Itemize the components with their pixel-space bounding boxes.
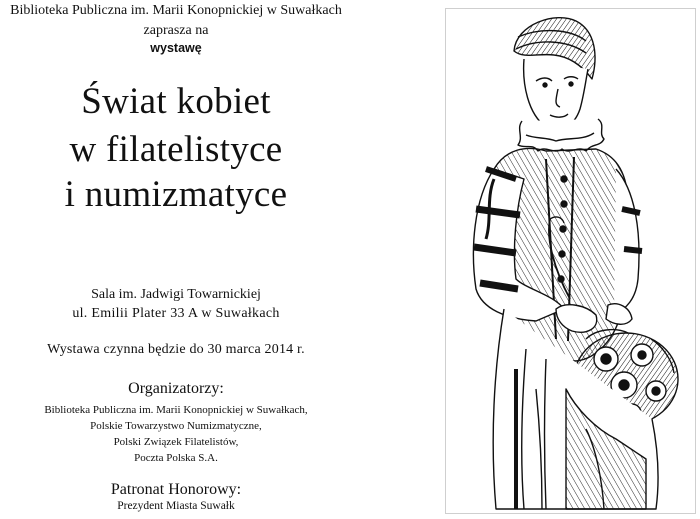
invites-text: zaprasza na: [143, 23, 209, 38]
right-sleeve: [614, 169, 639, 315]
patron-name: Prezydent Miasta Suwałk: [117, 500, 235, 512]
organizer-item: Poczta Polska S.A.: [134, 452, 218, 464]
event-type-label: wystawę: [150, 41, 202, 55]
exhibition-title-line-3: i numizmatyce: [64, 174, 288, 215]
ink-drawing: [446, 9, 695, 513]
organizer-item: Polski Związek Filatelistów,: [113, 436, 239, 448]
venue-hall: Sala im. Jadwigi Towarnickiej: [91, 287, 261, 302]
organizers-heading: Organizatorzy:: [128, 380, 224, 397]
exhibition-title-line-1: Świat kobiet: [81, 81, 271, 122]
woman-illustration: [445, 8, 696, 514]
venue-address: ul. Emilii Plater 33 A w Suwałkach: [72, 306, 280, 321]
inviter-name: Biblioteka Publiczna im. Marii Konopnickiej w Suwałkach: [10, 3, 342, 18]
exhibition-dates: Wystawa czynna będzie do 30 marca 2014 r.: [47, 342, 305, 357]
organizer-item: Biblioteka Publiczna im. Marii Konopnickiej w Suwałkach,: [44, 404, 308, 416]
patronage-heading: Patronat Honorowy:: [110, 481, 242, 498]
organizer-item: Polskie Towarzystwo Numizmatyczne,: [90, 420, 262, 432]
exhibition-title-line-2: w filatelistyce: [69, 129, 283, 170]
face: [524, 59, 588, 130]
